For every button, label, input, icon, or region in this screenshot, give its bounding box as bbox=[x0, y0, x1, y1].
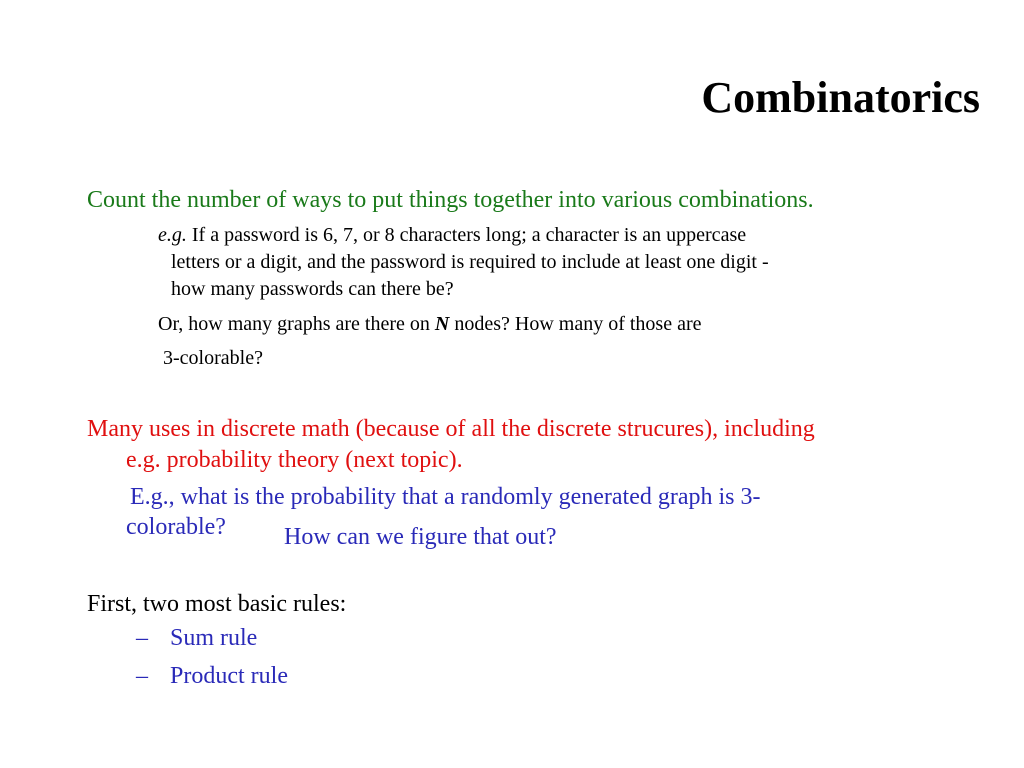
probability-line-1: E.g., what is the probability that a randomly generated graph is 3- bbox=[130, 484, 761, 510]
password-example-text-1: If a password is 6, 7, or 8 characters long; a character is an uppercase bbox=[186, 224, 747, 246]
probability-question: How can we figure that out? bbox=[284, 524, 557, 550]
variable-n: N bbox=[434, 313, 450, 335]
graph-example-line-2: 3-colorable? bbox=[163, 347, 263, 369]
password-example-line-3: how many passwords can there be? bbox=[171, 278, 454, 300]
password-example-line-2: letters or a digit, and the password is required to include at least one digit - bbox=[171, 251, 769, 273]
slide-title: Combinatorics bbox=[701, 73, 980, 122]
rule-item-label: Sum rule bbox=[170, 625, 258, 651]
graph-example-text-1: Or, how many graphs are there on bbox=[158, 313, 435, 335]
eg-prefix: e.g. bbox=[158, 224, 187, 246]
uses-line-2: e.g. probability theory (next topic). bbox=[126, 447, 463, 473]
rule-item-sum bbox=[136, 622, 257, 654]
rules-heading: First, two most basic rules: bbox=[87, 591, 347, 617]
rule-item-product bbox=[136, 660, 288, 692]
password-example bbox=[158, 222, 958, 303]
bullet-dash: – bbox=[136, 663, 148, 689]
bullet-dash: – bbox=[136, 625, 148, 651]
graph-example-text-2: nodes? How many of those are bbox=[449, 313, 702, 335]
rule-item-label: Product rule bbox=[170, 663, 288, 689]
graph-example-line-1 bbox=[158, 311, 702, 338]
probability-line-2: colorable? bbox=[126, 514, 226, 540]
intro-text: Count the number of ways to put things together into various combinations. bbox=[87, 187, 814, 213]
uses-line-1: Many uses in discrete math (because of all the discrete strucures), including bbox=[87, 416, 815, 442]
password-example-line-1 bbox=[158, 222, 958, 249]
